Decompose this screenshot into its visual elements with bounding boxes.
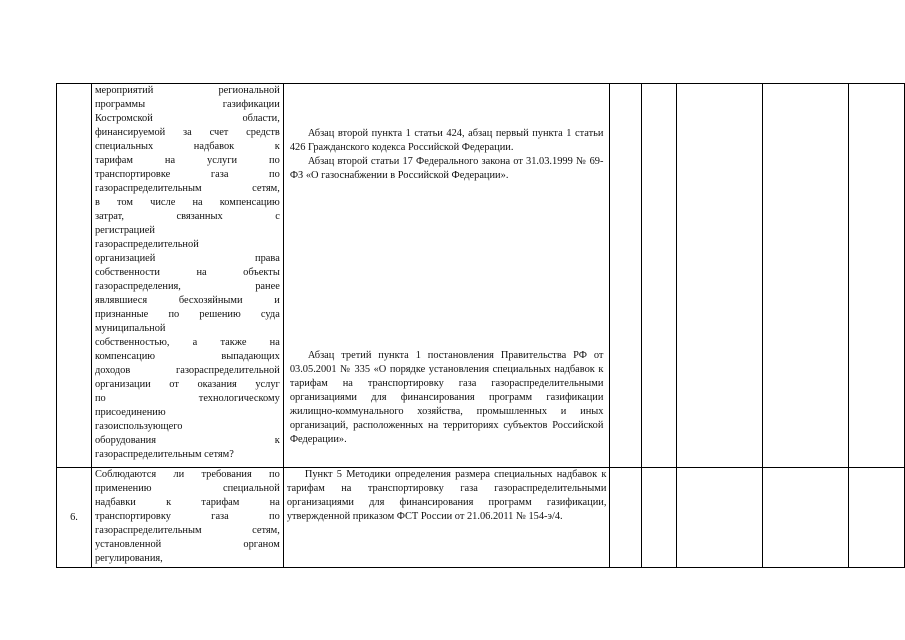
question-line: по технологическому [94,393,280,404]
question-line: присоединению [94,407,166,418]
question-line: надбавки к тарифам на [94,497,280,508]
question-line: регулирования, [94,553,163,564]
question-line: газораспределительным сетям, [94,525,280,536]
empty-cell [849,468,905,568]
question-cell [91,84,283,468]
question-line: регистрацией [94,225,155,236]
legal-paragraph: Абзац второй статьи 17 Федерального закона от 31.03.1999 № 69-ФЗ «О газоснабжении в Российской Федерации». [289,156,604,181]
empty-cell [677,84,763,468]
question-line: газораспределения, ранее [94,281,280,292]
question-line: газораспределительным сетям, [94,183,280,194]
question-line: муниципальной [94,323,166,334]
question-line: транспортировке газа по [94,169,280,180]
empty-cell [677,468,763,568]
empty-cell [642,84,677,468]
legal-basis-cell [283,84,610,468]
question-line: организацией права [94,253,280,264]
question-line: газораспределительной [94,239,199,250]
checklist-table [56,83,905,568]
question-line: газораспределительным сетям? [94,449,234,460]
question-line: собственностью, а также на [94,337,280,348]
question-line: тарифам на услуги по [94,155,280,166]
question-line: доходов газораспределительной [94,365,280,376]
question-line: Соблюдаются ли требования по [94,469,280,480]
empty-cell [763,468,849,568]
row-number-cell [57,468,92,568]
table-row [57,468,905,568]
question-line: установленной органом [94,539,280,550]
question-line: оборудования к [94,435,280,446]
row-number-cell [57,84,92,468]
row-number: 6. [70,511,78,523]
empty-cell [763,84,849,468]
legal-paragraph: Пункт 5 Методики определения размера специальных надбавок к тарифам на транспортировку газа газораспределительными организациями для финансирования программ газификации, утвержденной приказом ФСТ России от 21.06.2011 № 154-э/4. [286,469,607,522]
question-line: признанные по решению суда [94,309,280,320]
legal-paragraph: Абзац второй пункта 1 статьи 424, абзац первый пункта 1 статьи 426 Гражданского кодекса Российской Федерации. [289,128,604,153]
question-line: являвшиеся бесхозяйными и [94,295,280,306]
question-cell [91,468,283,568]
empty-cell [849,84,905,468]
table-row [57,84,905,468]
question-line: организации от оказания услуг [94,379,280,390]
question-line: собственности на объекты [94,267,280,278]
question-line: компенсацию выпадающих [94,351,280,362]
question-line: программы газификации [94,99,280,110]
question-line: мероприятий региональной [94,85,280,96]
question-line: применению специальной [94,483,280,494]
question-line: транспортировку газа по [94,511,280,522]
question-line: специальных надбавок к [94,141,280,152]
question-line: Костромской области, [94,113,280,124]
question-line: газоиспользующего [94,421,183,432]
empty-cell [610,84,642,468]
question-line: в том числе на компенсацию [94,197,280,208]
question-line: затрат, связанных с [94,211,280,222]
legal-paragraph: Абзац третий пункта 1 постановления Правительства РФ от 03.05.2001 № 335 «О порядке установления специальных надбавок к тарифам на транспортировку газа газораспределительными организациями для финансирования программ газификации жилищно-коммунального хозяйства, промышленных и иных организаций, расположенных на территориях субъектов Российской Федерации». [289,350,604,445]
empty-cell [610,468,642,568]
legal-basis-cell [283,468,610,568]
empty-cell [642,468,677,568]
question-line: финансируемой за счет средств [94,127,280,138]
